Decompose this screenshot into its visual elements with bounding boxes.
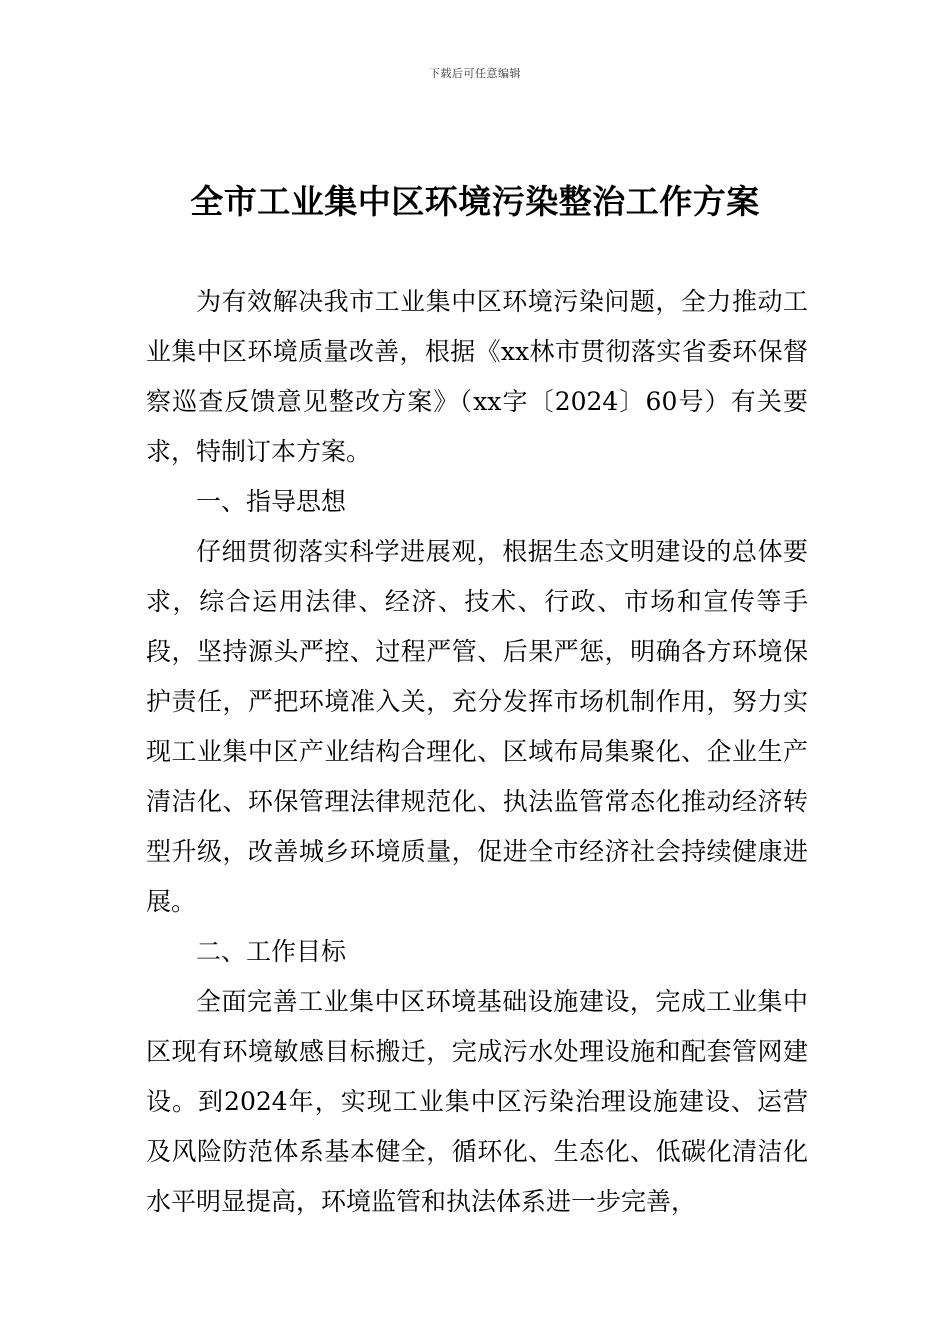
intro-paragraph: 为有效解决我市工业集中区环境污染问题，全力推动工业集中区环境质量改善，根据《xx林市贯彻落实省委环保督察巡查反馈意见整改方案》（xx字〔2024〕60号）有关要求，特制订本方案。 [146,287,808,466]
document-body [146,277,808,1227]
guiding-ideology-paragraph: 仔细贯彻落实科学进展观，根据生态文明建设的总体要求，综合运用法律、经济、技术、行政、市场和宣传等手段，坚持源头严控、过程严管、后果严惩，明确各方环境保护责任，严把环境准入关，充分发挥市场机制作用，努力实现工业集中区产业结构合理化、区域布局集聚化、企业生产清洁化、环保管理法律规范化、执法监管常态化推动经济转型升级，改善城乡环境质量，促进全市经济社会持续健康进展。 [146,537,808,916]
section-heading-guiding-ideology: 一、指导思想 [196,487,347,516]
header-note: 下载后可任意编辑 [429,67,521,80]
section-heading-work-goals: 二、工作目标 [196,937,347,966]
document-title: 全市工业集中区环境污染整治工作方案 [190,182,760,221]
work-goals-paragraph: 全面完善工业集中区环境基础设施建设，完成工业集中区现有环境敏感目标搬迁，完成污水处理设施和配套管网建设。到2024年，实现工业集中区污染治理设施建设、运营及风险防范体系基本健全，循环化、生态化、低碳化清洁化水平明显提高，环境监管和执法体系进一步完善， [146,987,808,1216]
